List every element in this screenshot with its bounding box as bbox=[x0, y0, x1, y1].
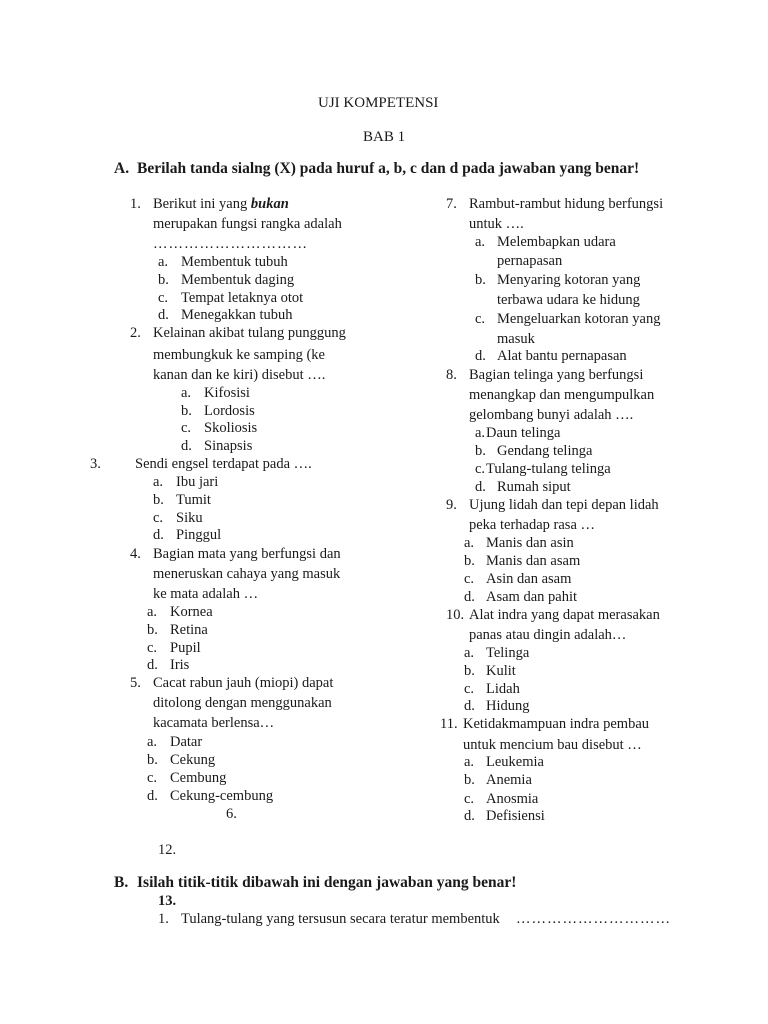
option-text: Rumah siput bbox=[497, 479, 571, 495]
option-text: Membentuk tubuh bbox=[181, 254, 288, 270]
question-number: 3. bbox=[90, 456, 101, 472]
chapter-title: BAB 1 bbox=[363, 129, 406, 145]
option-letter: b. bbox=[158, 272, 169, 288]
option-letter: d. bbox=[464, 589, 475, 605]
question-text: ditolong dengan menggunakan bbox=[153, 695, 332, 711]
option-letter: a. bbox=[464, 754, 475, 770]
question-text: Bagian mata yang berfungsi dan bbox=[153, 546, 341, 562]
option-letter: b. bbox=[147, 622, 158, 638]
option-text: Asin dan asam bbox=[486, 571, 572, 587]
question-number: 9. bbox=[446, 497, 457, 513]
option-text: Kornea bbox=[170, 604, 213, 620]
option-text: Iris bbox=[170, 657, 190, 673]
option-letter: d. bbox=[147, 657, 158, 673]
option-text: Retina bbox=[170, 622, 208, 638]
option-text: Hidung bbox=[486, 698, 530, 714]
question-text: membungkuk ke samping (ke bbox=[153, 347, 325, 363]
section-b-marker: B. bbox=[114, 874, 129, 891]
option-text: Mengeluarkan kotoran yang bbox=[497, 311, 661, 327]
question-number: 8. bbox=[446, 367, 457, 383]
option-letter: b. bbox=[464, 772, 475, 788]
question-number: 7. bbox=[446, 196, 457, 212]
option-letter: d. bbox=[464, 808, 475, 824]
option-text: Membentuk daging bbox=[181, 272, 295, 288]
answer-blank: ………………………… bbox=[153, 236, 308, 252]
option-text: Lidah bbox=[486, 681, 520, 697]
option-text: Cekung-cembung bbox=[170, 788, 274, 804]
question-number-6: 6. bbox=[226, 806, 237, 822]
option-text: Telinga bbox=[486, 645, 530, 661]
option-text: Anemia bbox=[486, 772, 532, 788]
answer-blank: ………………………… bbox=[516, 911, 671, 927]
question-text: Cacat rabun jauh (miopi) dapat bbox=[153, 675, 334, 691]
question-text: ke mata adalah … bbox=[153, 586, 259, 602]
question-text: Bagian telinga yang berfungsi bbox=[469, 367, 644, 383]
option-text: pernapasan bbox=[497, 253, 563, 269]
option-letter: d. bbox=[475, 479, 486, 495]
section-b-instruction: Isilah titik-titik dibawah ini dengan jawaban yang benar! bbox=[137, 874, 517, 891]
option-letter: c. bbox=[464, 681, 475, 697]
question-number: 11. bbox=[440, 716, 458, 732]
option-text: Lordosis bbox=[204, 403, 255, 419]
option-letter: a. bbox=[147, 734, 158, 750]
question-text: Sendi engsel terdapat pada …. bbox=[135, 456, 312, 472]
question-text: gelombang bunyi adalah …. bbox=[469, 407, 634, 423]
question-number-12: 12. bbox=[158, 842, 177, 858]
option-letter: a. bbox=[153, 474, 164, 490]
option-letter: a. bbox=[475, 425, 486, 441]
page-title: UJI KOMPETENSI bbox=[318, 95, 439, 111]
option-letter: d. bbox=[181, 438, 192, 454]
option-letter: d. bbox=[158, 307, 169, 323]
question-text: untuk mencium bau disebut … bbox=[463, 737, 642, 753]
option-text: Kifosisi bbox=[204, 385, 250, 401]
option-text: Tumit bbox=[176, 492, 211, 508]
section-a-instruction: Berilah tanda sialng (X) pada huruf a, b, c dan d pada jawaban yang benar! bbox=[137, 160, 640, 177]
option-letter: a. bbox=[464, 645, 475, 661]
option-text: Cembung bbox=[170, 770, 227, 786]
option-letter: c. bbox=[147, 640, 158, 656]
question-text: meneruskan cahaya yang masuk bbox=[153, 566, 341, 582]
option-text: Defisiensi bbox=[486, 808, 545, 824]
question-text: untuk …. bbox=[469, 216, 524, 232]
question-text: Rambut-rambut hidung berfungsi bbox=[469, 196, 664, 212]
option-text: Siku bbox=[176, 510, 203, 526]
option-text: Kulit bbox=[486, 663, 516, 679]
option-letter: b. bbox=[475, 443, 486, 459]
item-number: 1. bbox=[158, 911, 169, 927]
question-text: peka terhadap rasa … bbox=[469, 517, 596, 533]
option-text: Leukemia bbox=[486, 754, 544, 770]
option-letter: c. bbox=[464, 791, 475, 807]
question-text: Ujung lidah dan tepi depan lidah bbox=[469, 497, 659, 513]
question-number: 4. bbox=[130, 546, 141, 562]
option-letter: b. bbox=[464, 663, 475, 679]
question-text: Alat indra yang dapat merasakan bbox=[469, 607, 660, 623]
option-letter: a. bbox=[181, 385, 192, 401]
question-text: menangkap dan mengumpulkan bbox=[469, 387, 655, 403]
option-letter: a. bbox=[464, 535, 475, 551]
option-text: Ibu jari bbox=[176, 474, 219, 490]
option-letter: c. bbox=[153, 510, 164, 526]
option-text: Alat bantu pernapasan bbox=[497, 348, 627, 364]
option-letter: d. bbox=[153, 527, 164, 543]
option-text: Cekung bbox=[170, 752, 216, 768]
option-text: Pupil bbox=[170, 640, 201, 656]
option-text: Manis dan asin bbox=[486, 535, 574, 551]
section-a-marker: A. bbox=[114, 160, 130, 177]
option-letter: c. bbox=[181, 420, 192, 436]
option-text: Pinggul bbox=[176, 527, 222, 543]
option-text: Manis dan asam bbox=[486, 553, 581, 569]
option-text: Asam dan pahit bbox=[486, 589, 578, 605]
emphasis-text: bukan bbox=[250, 196, 289, 212]
option-text: Melembapkan udara bbox=[497, 234, 616, 250]
option-text: terbawa udara ke hidung bbox=[497, 292, 640, 308]
question-number: 1. bbox=[130, 196, 141, 212]
stray-number-13: 13. bbox=[158, 893, 177, 909]
option-letter: a. bbox=[147, 604, 158, 620]
option-letter: b. bbox=[181, 403, 192, 419]
option-text: masuk bbox=[497, 331, 535, 347]
question-text: kacamata berlensa… bbox=[153, 715, 275, 731]
option-letter: c. bbox=[475, 311, 486, 327]
question-text bbox=[153, 195, 289, 213]
question-number: 2. bbox=[130, 325, 141, 341]
option-letter: b. bbox=[475, 272, 486, 288]
option-letter: c. bbox=[158, 290, 169, 306]
question-text-part: Berikut ini yang bbox=[153, 196, 248, 212]
option-text: Sinapsis bbox=[204, 438, 253, 454]
option-letter: a. bbox=[475, 234, 486, 250]
question-number: 5. bbox=[130, 675, 141, 691]
question-text: Kelainan akibat tulang punggung bbox=[153, 325, 346, 341]
option-letter: c. bbox=[147, 770, 158, 786]
question-text: kanan dan ke kiri) disebut …. bbox=[153, 367, 326, 383]
option-text: Menegakkan tubuh bbox=[181, 307, 293, 323]
option-letter: b. bbox=[153, 492, 164, 508]
option-text: Gendang telinga bbox=[497, 443, 593, 459]
option-letter: b. bbox=[464, 553, 475, 569]
question-number: 10. bbox=[446, 607, 465, 623]
question-text: Ketidakmampuan indra pembau bbox=[463, 716, 650, 732]
option-text: Datar bbox=[170, 734, 203, 750]
option-letter: c. bbox=[464, 571, 475, 587]
option-letter: b. bbox=[147, 752, 158, 768]
option-text: Tempat letaknya otot bbox=[181, 290, 304, 306]
item-text: Tulang-tulang yang tersusun secara teratur membentuk bbox=[181, 911, 500, 927]
option-letter: d. bbox=[475, 348, 486, 364]
option-text: Menyaring kotoran yang bbox=[497, 272, 641, 288]
option-letter: c. bbox=[475, 461, 486, 477]
option-letter: d. bbox=[147, 788, 158, 804]
option-text: Skoliosis bbox=[204, 420, 258, 436]
option-letter: d. bbox=[464, 698, 475, 714]
question-text: merupakan fungsi rangka adalah bbox=[153, 216, 342, 232]
option-text: Tulang-tulang telinga bbox=[486, 461, 611, 477]
option-text: Daun telinga bbox=[486, 425, 561, 441]
option-letter: a. bbox=[158, 254, 169, 270]
option-text: Anosmia bbox=[486, 791, 539, 807]
question-text: panas atau dingin adalah… bbox=[469, 627, 627, 643]
